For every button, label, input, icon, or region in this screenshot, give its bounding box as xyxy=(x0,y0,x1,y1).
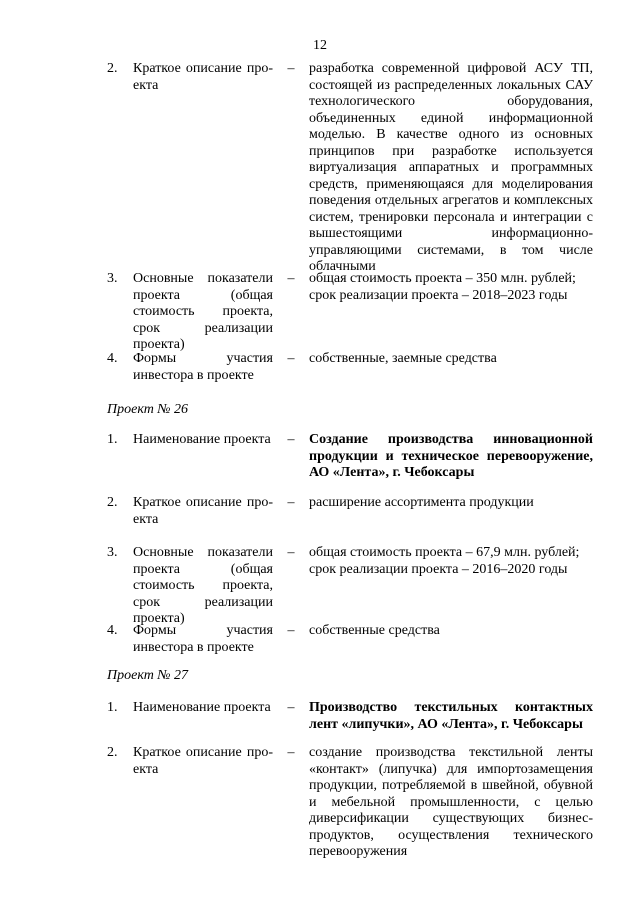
item-number: 2. xyxy=(107,61,118,76)
value-line: срок реализации проекта – 2018–2023 годы xyxy=(309,287,568,303)
project-title: Производство текстильных контактных лент «липучки», АО «Лента», г. Чебоксары xyxy=(309,700,593,732)
item-dash: – xyxy=(287,545,295,560)
item-value xyxy=(309,271,593,304)
item-number: 4. xyxy=(107,623,118,638)
item-value: разработка современной цифровой АСУ ТП, состоящей из распределенных локальных САУ технологического оборудования, объединенных единой информационной моделью. В качестве одного из основных принципов при разработке используется виртуализация аппаратных и программных средств, применяющаяся для моделирования поведения отдельных агрегатов и комплексных систем, тренировки персонала и интеграции с вышестоящими информационно-управляющими системами, в том числе облачными xyxy=(309,61,593,274)
item-value: расширение ассортимента продукции xyxy=(309,495,534,510)
item-dash: – xyxy=(287,745,295,760)
item-label: Формы участия инвестора в проекте xyxy=(133,351,273,383)
project-heading: Проект № 26 xyxy=(107,402,188,417)
item-number: 3. xyxy=(107,545,118,560)
project-heading: Проект № 27 xyxy=(107,668,188,683)
item-label: Наименование проекта xyxy=(133,432,271,447)
item-value xyxy=(309,545,593,578)
item-label: Краткое описание про-екта xyxy=(133,745,273,777)
item-label: Основные показатели проекта (общая стоимость проекта, срок реализации проекта) xyxy=(133,545,273,626)
item-dash: – xyxy=(287,495,295,510)
value-line: общая стоимость проекта – 67,9 млн. рублей; xyxy=(309,545,580,560)
page-number: 12 xyxy=(313,38,327,53)
item-label: Краткое описание про-екта xyxy=(133,61,273,93)
item-number: 2. xyxy=(107,745,118,760)
item-label: Краткое описание про-екта xyxy=(133,495,273,527)
item-number: 1. xyxy=(107,700,118,715)
item-dash: – xyxy=(287,432,295,447)
item-number: 4. xyxy=(107,351,118,366)
item-dash: – xyxy=(287,61,295,76)
project-title: Создание производства инновационной продукции и техническое перевооружение, АО «Лента», г. Чебоксары xyxy=(309,432,593,480)
value-line: срок реализации проекта – 2016–2020 годы xyxy=(309,561,568,577)
item-label: Формы участия инвестора в проекте xyxy=(133,623,273,655)
value-line: общая стоимость проекта – 350 млн. рублей; xyxy=(309,271,576,286)
item-number: 3. xyxy=(107,271,118,286)
item-label: Основные показатели проекта (общая стоимость проекта, срок реализации проекта) xyxy=(133,271,273,352)
item-dash: – xyxy=(287,271,295,286)
item-dash: – xyxy=(287,700,295,715)
item-number: 2. xyxy=(107,495,118,510)
item-label: Наименование проекта xyxy=(133,700,271,715)
item-dash: – xyxy=(287,623,295,638)
item-value: собственные, заемные средства xyxy=(309,351,497,366)
item-number: 1. xyxy=(107,432,118,447)
item-value: создание производства текстильной ленты «контакт» (липучка) для импортозамещения продукции, потребляемой в швейной, обувной и мебельной промышленности, с целью диверсификации существующих бизнес-продуктов, осуществления технического перевооружения xyxy=(309,745,593,859)
item-dash: – xyxy=(287,351,295,366)
item-value: собственные средства xyxy=(309,623,440,638)
